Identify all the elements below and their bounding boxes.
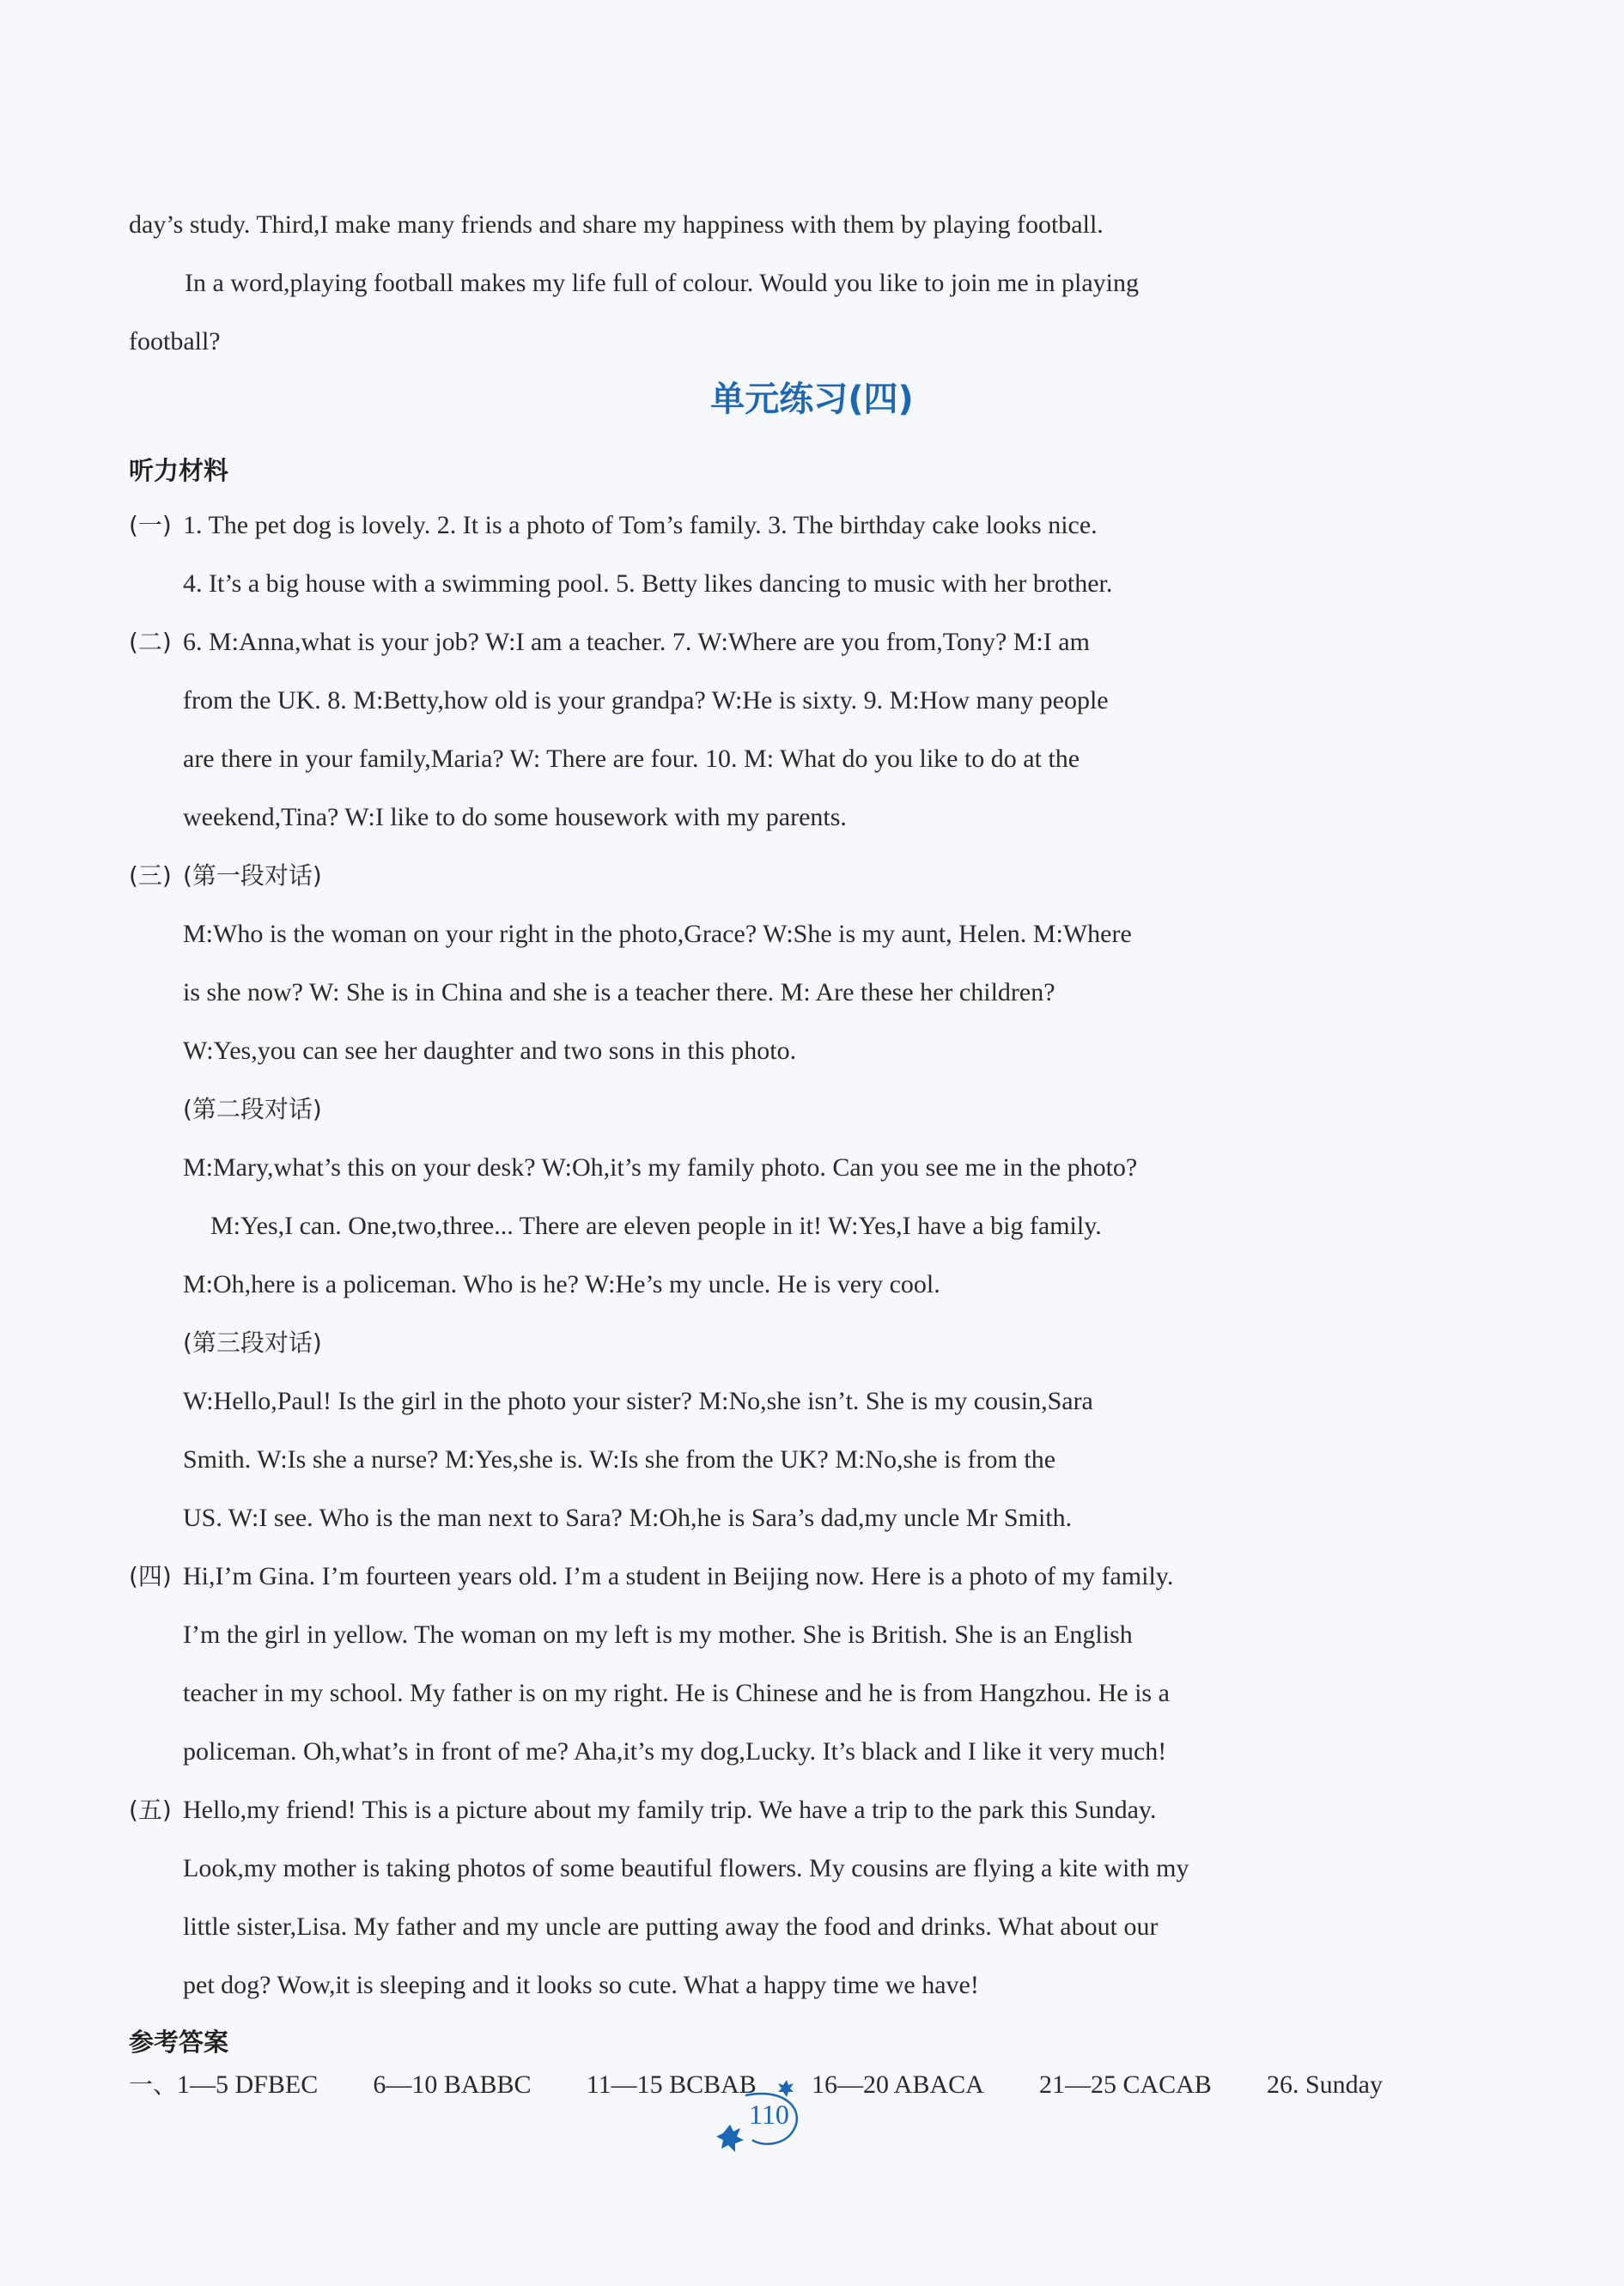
answers-item-2: 6—10 BABBC bbox=[373, 2070, 532, 2099]
answers-item-5: 21—25 CACAB bbox=[1038, 2070, 1212, 2099]
part4-line-1: Hi,I’m Gina. I’m fourteen years old. I’m a student in Beijing now. Here is a photo of my family. bbox=[183, 1562, 1174, 1590]
part1-label: (一) bbox=[129, 511, 172, 539]
part2-line-1: 6. M:Anna,what is your job? W:I am a teacher. 7. W:Where are you from,Tony? M:I am bbox=[183, 628, 1090, 656]
part4-label: (四) bbox=[129, 1562, 172, 1590]
answers-item-4: 16—20 ABACA bbox=[811, 2070, 984, 2099]
part2-label: (二) bbox=[129, 628, 172, 656]
part2-line-4: weekend,Tina? W:I like to do some housework with my parents. bbox=[183, 803, 847, 831]
dialog2-line-2: M:Yes,I can. One,two,three... There are eleven people in it! W:Yes,I have a big family. bbox=[210, 1212, 1102, 1240]
dialog3-line-1: W:Hello,Paul! Is the girl in the photo your sister? M:No,she isn’t. She is my cousin,Sara bbox=[183, 1387, 1093, 1415]
dialog1-line-3: W:Yes,you can see her daughter and two sons in this photo. bbox=[183, 1037, 797, 1065]
page-number: 110 bbox=[749, 2099, 789, 2130]
dialog2-line-3: M:Oh,here is a policeman. Who is he? W:He’s my uncle. He is very cool. bbox=[183, 1270, 940, 1298]
dialog1-label: (第一段对话) bbox=[183, 861, 322, 890]
intro-line-3: football? bbox=[129, 327, 221, 356]
intro-line-1: day’s study. Third,I make many friends and share my happiness with them by playing football. bbox=[129, 210, 1104, 239]
intro-line-2: In a word,playing football makes my life full of colour. Would you like to join me in playing bbox=[185, 269, 1140, 297]
part2-line-3: are there in your family,Maria? W: There are four. 10. M: What do you like to do at the bbox=[183, 745, 1080, 773]
dialog2-line-1: M:Mary,what’s this on your desk? W:Oh,it’s my family photo. Can you see me in the photo? bbox=[183, 1153, 1138, 1182]
part5-label: (五) bbox=[129, 1796, 172, 1824]
part4-line-2: I’m the girl in yellow. The woman on my left is my mother. She is British. She is an English bbox=[183, 1620, 1133, 1649]
part5-line-2: Look,my mother is taking photos of some beautiful flowers. My cousins are flying a kite with my bbox=[183, 1854, 1189, 1882]
unit-title: 单元练习(四) bbox=[710, 380, 914, 419]
listening-heading: 听力材料 bbox=[129, 456, 229, 485]
dialog1-line-1: M:Who is the woman on your right in the photo,Grace? W:She is my aunt, Helen. M:Where bbox=[183, 920, 1132, 948]
part5-line-3: little sister,Lisa. My father and my uncle are putting away the food and drinks. What about our bbox=[183, 1912, 1159, 1941]
answers-label: 一、 bbox=[129, 2070, 178, 2099]
dialog2-label: (第二段对话) bbox=[183, 1095, 322, 1123]
answers-item-3: 11—15 BCBAB bbox=[586, 2070, 757, 2099]
part5-line-4: pet dog? Wow,it is sleeping and it looks so cute. What a happy time we have! bbox=[183, 1971, 979, 1999]
part4-line-4: policeman. Oh,what’s in front of me? Aha,it’s my dog,Lucky. It’s black and I like it very much! bbox=[183, 1737, 1167, 1766]
part1-line-1: 1. The pet dog is lovely. 2. It is a photo of Tom’s family. 3. The birthday cake looks nice. bbox=[183, 511, 1098, 539]
dialog3-line-3: US. W:I see. Who is the man next to Sara? M:Oh,he is Sara’s dad,my uncle Mr Smith. bbox=[183, 1504, 1073, 1532]
part2-line-2: from the UK. 8. M:Betty,how old is your grandpa? W:He is sixty. 9. M:How many people bbox=[183, 686, 1109, 714]
answers-heading: 参考答案 bbox=[129, 2028, 229, 2057]
part1-line-2: 4. It’s a big house with a swimming pool. 5. Betty likes dancing to music with her brother. bbox=[183, 569, 1113, 598]
dialog3-line-2: Smith. W:Is she a nurse? M:Yes,she is. W:Is she from the UK? M:No,she is from the bbox=[183, 1445, 1056, 1474]
part4-line-3: teacher in my school. My father is on my right. He is Chinese and he is from Hangzhou. He is a bbox=[183, 1679, 1170, 1707]
dialog3-label: (第三段对话) bbox=[183, 1328, 322, 1357]
answers-item-1-text: 1—5 DFBEC bbox=[177, 2070, 319, 2099]
part5-line-1: Hello,my friend! This is a picture about my family trip. We have a trip to the park this Sunday. bbox=[183, 1796, 1157, 1824]
answers-item-6: 26. Sunday bbox=[1266, 2070, 1383, 2099]
part3-label: (三) bbox=[129, 861, 172, 890]
page-number-badge bbox=[711, 2078, 814, 2155]
dialog1-line-2: is she now? W: She is in China and she is a teacher there. M: Are these her children? bbox=[183, 978, 1055, 1006]
answers-item-1 bbox=[129, 2068, 318, 2102]
